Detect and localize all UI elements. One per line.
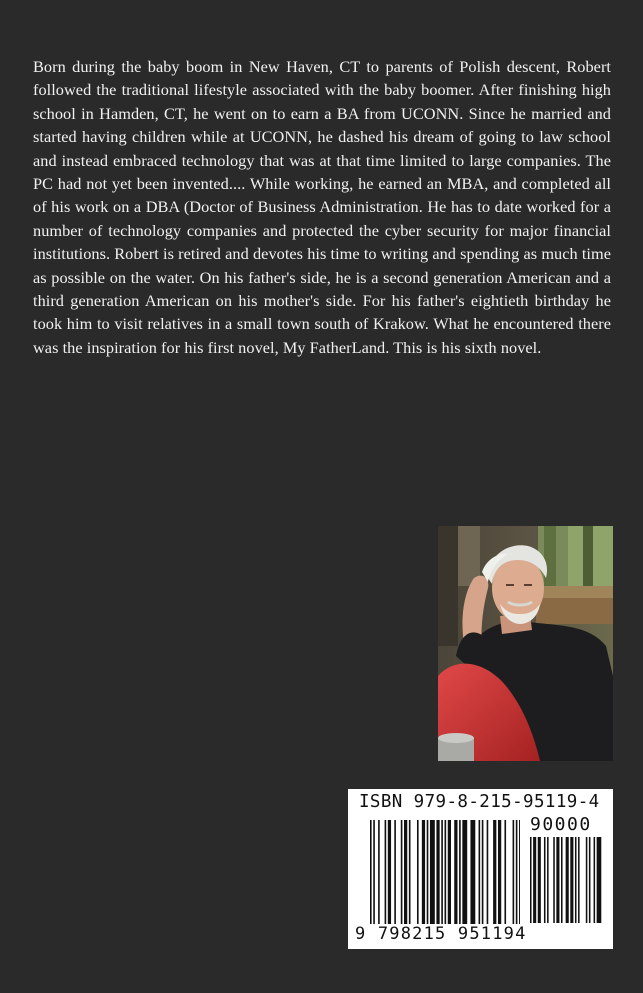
barcode-bar: [417, 820, 419, 924]
barcode-bar: [493, 820, 496, 924]
barcode-bar: [470, 820, 475, 924]
barcode-bar: [404, 820, 407, 924]
barcode-bar: [409, 820, 411, 924]
barcode-bar: [513, 820, 515, 924]
barcode-bar: [566, 837, 569, 923]
barcode-bar: [441, 820, 443, 924]
barcode-bar: [394, 820, 396, 924]
barcode-bar: [436, 820, 439, 924]
barcode-bar: [575, 837, 577, 923]
author-photo: [438, 526, 613, 761]
barcode-bar: [553, 837, 555, 923]
barcode-bar: [487, 820, 489, 924]
barcode-bar: [370, 820, 372, 924]
barcode-bar: [498, 820, 501, 924]
barcode-bar: [519, 820, 520, 924]
barcode-bar: [401, 820, 403, 924]
isbn-label: ISBN 979-8-215-95119-4: [359, 792, 600, 812]
barcode-bar: [570, 837, 573, 923]
barcode-bar: [427, 820, 429, 924]
barcode-bar: [479, 820, 481, 924]
barcode-bar: [448, 820, 451, 924]
barcode-bar: [378, 820, 380, 924]
barcode-bar: [578, 837, 580, 923]
barcode-bar: [482, 820, 484, 924]
barcode-bar: [430, 820, 435, 924]
barcode-bar: [373, 820, 375, 924]
barcode-bar: [538, 837, 541, 923]
barcode-bar: [586, 837, 588, 923]
barcode-bar: [385, 820, 387, 924]
barcode-bar: [516, 820, 518, 924]
barcode-bar: [597, 837, 602, 923]
barcode-bar: [530, 837, 532, 923]
barcode-bar: [454, 820, 457, 924]
barcode-bar: [544, 837, 546, 923]
isbn-barcode: [348, 789, 613, 949]
ean-barcode-bars: [370, 820, 520, 924]
barcode-bar: [422, 820, 425, 924]
author-bio: Born during the baby boom in New Haven, CT to parents of Polish descent, Robert followed the traditional lifestyle associated with the baby boomer. After finishing high school in Hamden, CT, he went on to earn a BA from UCONN. Since he married and started having children while at UCONN, he dashed his dream of going to law school and instead embraced technology that was at that time limited to large companies. The PC had not yet been invented.... While working, he earned an MBA, and completed all of his work on a DBA (Doctor of Business Administration. He has to date worked for a number of technology companies and protected the cyber security for major financial institutions. Robert is retired and devotes his time to writing and spending as much time as possible on the water. On his father's side, he is a second generation American and a third generation American on his mother's side. For his father's eightieth birthday he took him to visit relatives in a small town south of Krakow. What he encountered there was the inspiration for his first novel, My FatherLand. This is his sixth novel.: [33, 57, 611, 357]
barcode-bar: [504, 820, 506, 924]
barcode-bar: [445, 820, 447, 924]
price-code: 90000: [530, 814, 592, 835]
barcode-bar: [547, 837, 549, 923]
barcode-bar: [594, 837, 596, 923]
barcode-bar: [561, 837, 563, 923]
barcode-bar: [556, 837, 559, 923]
barcode-bar: [589, 837, 591, 923]
price-addon-bars: [530, 837, 602, 923]
barcode-bar: [462, 820, 467, 924]
ean-digits: 9 798215 951194: [355, 924, 527, 944]
barcode-bar: [388, 820, 391, 924]
barcode-bar: [459, 820, 461, 924]
barcode-bar: [533, 837, 536, 923]
